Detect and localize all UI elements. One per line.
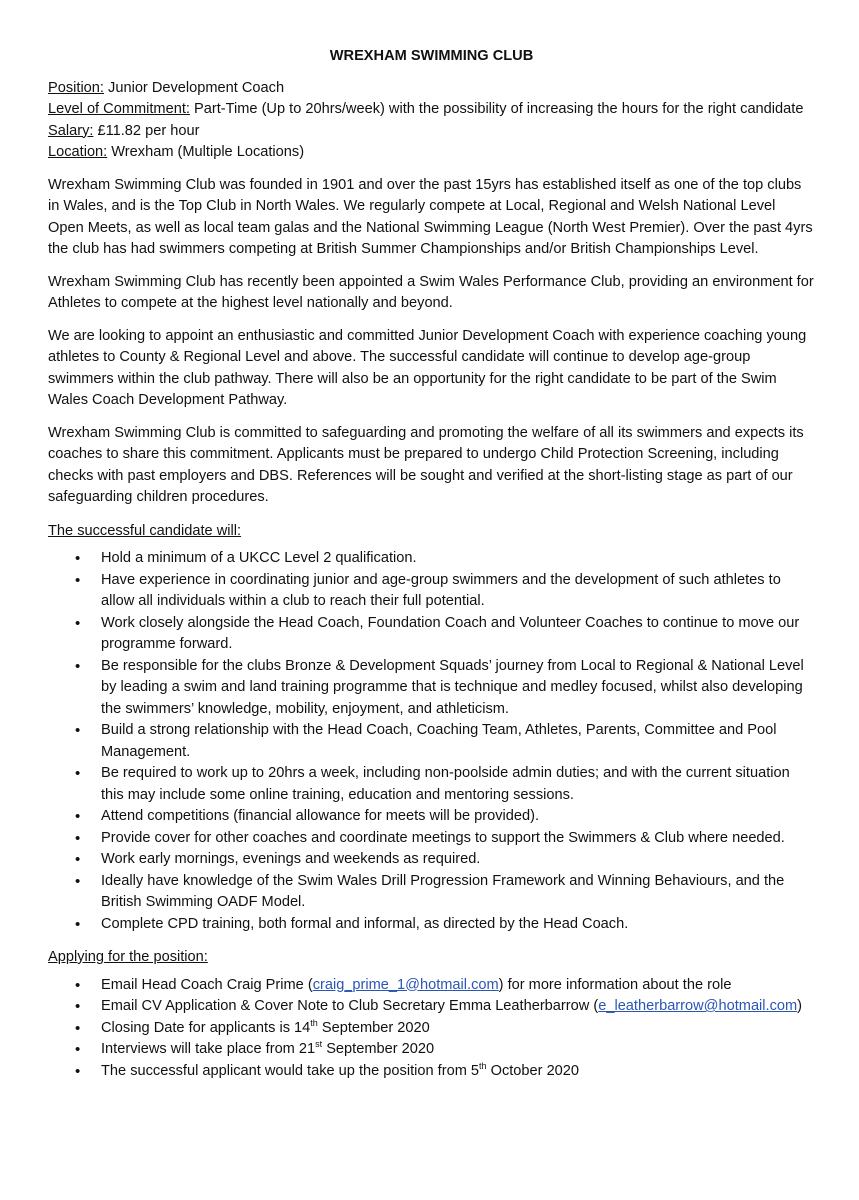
paragraph-club-history: Wrexham Swimming Club was founded in 1901 and over the past 15yrs has established itself as one of the top clubs in Wales, and is the Top Club in North Wales. We regularly compete at Local, Regional and Welsh National Level Open Meets, as well as local team galas and the National Swimming League (North West Premier). Over the past 4yrs the club has had swimmers competing at British Summer Championships and/or British Championships Level. [48, 176, 813, 257]
salary-value: £11.82 per hour [97, 122, 200, 139]
list-item: • Hold a minimum of a UKCC Level 2 qualification. [101, 548, 815, 570]
list-item: • Complete CPD training, both formal and informal, as directed by the Head Coach. [101, 914, 815, 936]
position-label: Position: [48, 79, 104, 96]
paragraph-role-summary: We are looking to appoint an enthusiastic and committed Junior Development Coach with experience coaching young athletes to County & Regional Level and above. The successful candidate will continue to develop age-group swimmers within the club pathway. There will also be an opportunity for the right candidate to be part of the Swim Wales Coach Development Pathway. [48, 327, 807, 408]
list-item-start-date [101, 1061, 815, 1083]
closing-date-text: Closing Date for applicants is 14 [101, 1019, 311, 1036]
list-item-interviews [101, 1039, 815, 1061]
start-date-text: The successful applicant would take up the position from 5 [101, 1062, 480, 1079]
position-line [48, 78, 815, 100]
location-label: Location: [48, 144, 108, 160]
applying-list [48, 975, 815, 1083]
list-item: • Work early mornings, evenings and weekends as required. [101, 849, 815, 871]
list-item: • Be required to work up to 20hrs a week, including non-poolside admin duties; and with the current situation this may include some online training, education and mentoring sessions. [101, 763, 815, 806]
paragraph-safeguarding: Wrexham Swimming Club is committed to safeguarding and promoting the welfare of all its swimmers and expects its coaches to share this commitment. Applicants must be prepared to undergo Child Protection Screening, including checks with past employers and DBS. References will be sought and verified at the short-listing stage as part of our safeguarding children procedures. [48, 424, 804, 505]
job-details [48, 78, 815, 164]
list-item: • Have experience in coordinating junior and age-group swimmers and the development of such athletes to allow all individuals within a club to reach their full potential. [101, 570, 815, 613]
list-item: • Build a strong relationship with the Head Coach, Coaching Team, Athletes, Parents, Committee and Pool Management. [101, 720, 815, 763]
location-value: Wrexham (Multiple Locations) [111, 144, 305, 160]
location-line [48, 142, 815, 164]
interviews-month: September 2020 [322, 1041, 435, 1057]
candidate-heading: The successful candidate will: [48, 522, 242, 539]
start-date-month: October 2020 [486, 1062, 580, 1079]
interviews-text: Interviews will take place from 21 [101, 1041, 316, 1057]
list-item-email-secretary [101, 996, 815, 1018]
email-secretary-text-end: ) [797, 998, 803, 1014]
commitment-line [48, 99, 815, 121]
closing-date-month: September 2020 [317, 1019, 430, 1036]
list-item: • Ideally have knowledge of the Swim Wales Drill Progression Framework and Winning Behaviours, and the British Swimming OADF Model. [101, 871, 815, 914]
list-item-closing-date [101, 1018, 815, 1040]
commitment-label: Level of Commitment: [48, 101, 190, 117]
email-head-coach-text-end: ) for more information about the role [498, 976, 732, 993]
salary-line [48, 121, 815, 143]
list-item: • Work closely alongside the Head Coach, Foundation Coach and Volunteer Coaches to continue to move our programme forward. [101, 613, 815, 656]
email-secretary-text: Email CV Application & Cover Note to Club Secretary Emma Leatherbarrow ( [101, 998, 599, 1014]
candidate-requirements-list [48, 548, 815, 935]
start-date-suffix: th [479, 1060, 487, 1071]
email-head-coach-text: Email Head Coach Craig Prime ( [101, 976, 313, 993]
paragraph-performance-club: Wrexham Swimming Club has recently been appointed a Swim Wales Performance Club, providing an environment for Athletes to compete at the highest level nationally and beyond. [48, 273, 814, 311]
list-item: • Provide cover for other coaches and coordinate meetings to support the Swimmers & Club where needed. [101, 828, 815, 850]
list-item-email-head-coach [101, 975, 815, 997]
commitment-value: Part-Time (Up to 20hrs/week) with the possibility of increasing the hours for the right candidate [194, 101, 804, 117]
head-coach-email-link[interactable]: craig_prime_1@hotmail.com [312, 976, 499, 993]
salary-label: Salary: [48, 122, 94, 139]
list-item: • Be responsible for the clubs Bronze & Development Squads’ journey from Local to Regional & National Level by leading a swim and land training programme that is technique and medley focused, whilst also developing the swimmers’ knowledge, mobility, enjoyment, and athleticism. [101, 656, 815, 721]
list-item: • Attend competitions (financial allowance for meets will be provided). [101, 806, 815, 828]
page-title: WREXHAM SWIMMING CLUB [329, 48, 534, 64]
interviews-suffix: st [315, 1039, 323, 1050]
position-value: Junior Development Coach [108, 79, 285, 96]
secretary-email-link[interactable]: e_leatherbarrow@hotmail.com [598, 998, 798, 1014]
applying-heading: Applying for the position: [48, 949, 208, 965]
closing-date-suffix: th [310, 1017, 318, 1028]
